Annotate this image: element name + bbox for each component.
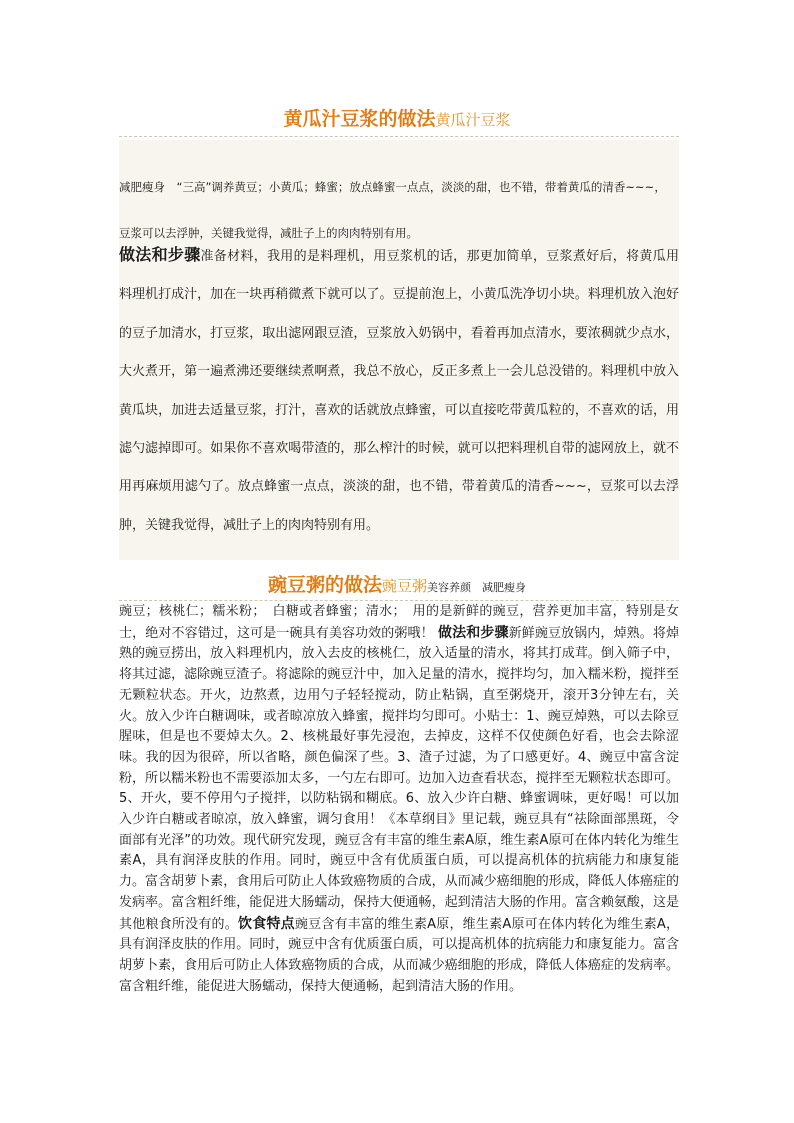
recipe-title-1 <box>0 104 794 131</box>
recipe-2-intro: 豌豆；核桃仁；糯米粉； 白糖或者蜂蜜；清水； 用的是新鲜的豌豆，营养更加丰富，特别是女士，绝对不容错过，这可是一碗具有美容功效的粥哦！ <box>119 604 679 641</box>
recipe-1-intro-line-1: 减肥瘦身 “三高”调养黄豆；小黄瓜；蜂蜜；放点蜂蜜一点点，淡淡的甜，也不错，带着黄瓜的清香~~~， <box>119 180 666 194</box>
recipe-title-2-sub: 豌豆粥 <box>382 577 428 595</box>
title-divider-1 <box>119 136 679 137</box>
title-divider-2 <box>119 600 679 601</box>
recipe-2-steps-heading: 做法和步骤 <box>438 624 509 641</box>
recipe-title-2-tags: 美容养颜 减肥瘦身 <box>427 581 527 594</box>
recipe-title-1-sub: 黄瓜汁豆浆 <box>435 111 511 129</box>
recipe-2-body <box>119 602 679 997</box>
recipe-1-steps <box>119 236 679 545</box>
recipe-2-feature-heading: 饮食特点 <box>238 915 295 932</box>
recipe-1-intro-line-2: 豆浆可以去浮肿，关键我觉得，减肚子上的肉肉特别有用。 <box>119 226 418 240</box>
recipe-title-2 <box>0 570 794 597</box>
recipe-title-2-main: 豌豆粥的做法 <box>267 574 382 596</box>
recipe-2-feature-text: 豌豆含有丰富的维生素A原，维生素A原可在体内转化为维生素A，具有润泽皮肤的作用。同时，豌豆中含有优质蛋白质，可以提高机体的抗病能力和康复能力。富含胡萝卜素，食用后可防止人体致癌物质的合成，从而减少癌细胞的形成，降低人体癌症的发病率。富含粗纤维，能促进大肠蠕动，保持大便通畅，起到清洁大肠的作用。 <box>119 916 679 994</box>
recipe-title-1-main: 黄瓜汁豆浆的做法 <box>283 108 436 130</box>
recipe-2-steps-text: 新鲜豌豆放锅内，焯熟。将焯熟的豌豆捞出，放入料理机内，放入去皮的核桃仁，放入适量的清水，将其打成茸。倒入筛子中，将其过滤，滤除豌豆渣子。将滤除的豌豆汁中，加入足量的清水，搅拌均匀，加入糯米粉，搅拌至无颗粒状态。开火，边熬煮，边用勺子轻轻搅动，防止粘锅，直至粥烧开，滚开3分钟左右，关火。放入少许白糖调味，或者晾凉放入蜂蜜，搅拌均匀即可。小贴士：1、豌豆焯熟，可以去除豆腥味，但是也不要焯太久。2、核桃最好事先浸泡，去掉皮，这样不仅使颜色好看，也会去除涩味。我的因为很碎，所以省略，颜色偏深了些。3、渣子过滤，为了口感更好。4、豌豆中富含淀粉，所以糯米粉也不需要添加太多，一勺左右即可。边加入边查看状态，搅拌至无颗粒状态即可。5、开火，要不停用勺子搅拌，以防粘锅和糊底。6、放入少许白糖、蜂蜜调味，更好喝！可以加入少许白糖或者晾凉，放入蜂蜜，调匀食用！《本草纲目》里记载，豌豆具有“祛除面部黑斑，令面部有光泽”的功效。现代研究发现，豌豆含有丰富的维生素A原，维生素A原可在体内转化为维生素A，具有润泽皮肤的作用。同时，豌豆中含有优质蛋白质，可以提高机体的抗病能力和康复能力。富含胡萝卜素，食用后可防止人体致癌物质的合成，从而减少癌细胞的形成，降低人体癌症的发病率。富含粗纤维，能促进大肠蠕动，保持大便通畅，起到清洁大肠的作用。富含赖氨酸，这是其他粮食所没有的。 <box>119 625 679 932</box>
recipe-1-steps-heading: 做法和步骤 <box>119 245 201 264</box>
recipe-1-steps-text: 准备材料，我用的是料理机，用豆浆机的话，那更加简单，豆浆煮好后，将黄瓜用料理机打成汁，加在一块再稍微煮下就可以了。豆提前泡上，小黄瓜洗净切小块。料理机放入泡好的豆子加清水，打豆浆，取出滤网跟豆渣，豆浆放入奶锅中，看着再加点清水，要浓稠就少点水，大火煮开，第一遍煮沸还要继续煮啊煮，我总不放心，反正多煮上一会儿总没错的。料理机中放入黄瓜块，加进去适量豆浆，打汁，喜欢的话就放点蜂蜜，可以直接吃带黄瓜粒的，不喜欢的话，用滤勺滤掉即可。如果你不喜欢喝带渣的，那么榨汁的时候，就可以把料理机自带的滤网放上，就不用再麻烦用滤勺了。放点蜂蜜一点点，淡淡的甜，也不错，带着黄瓜的清香~~~，豆浆可以去浮肿，关键我觉得，减肚子上的肉肉特别有用。 <box>119 249 679 533</box>
